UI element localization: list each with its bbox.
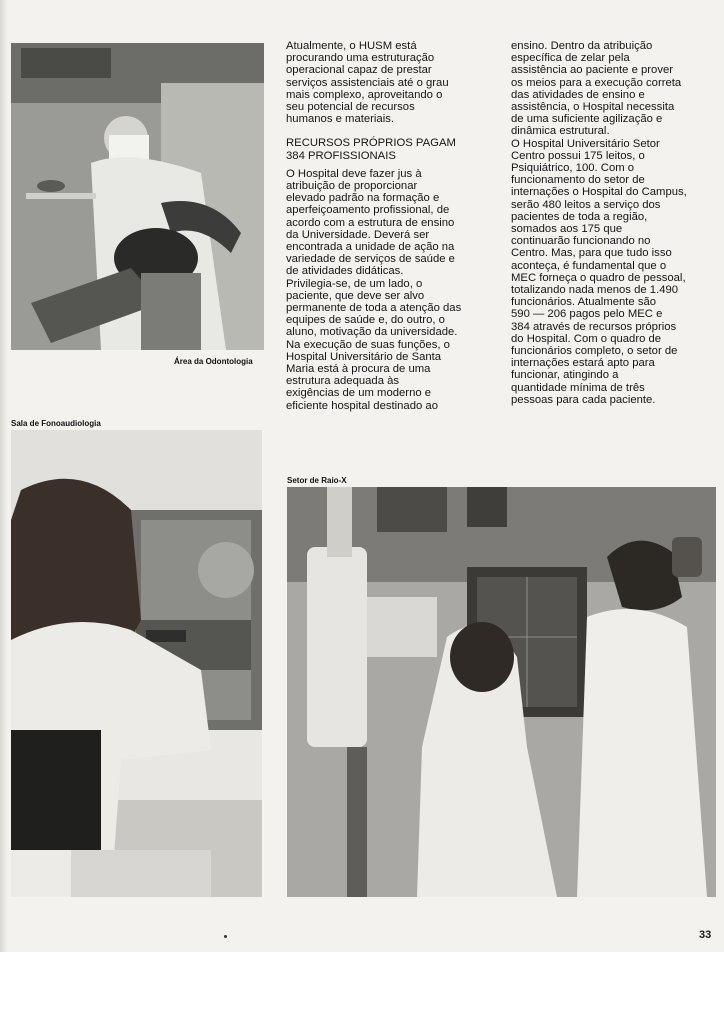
article-paragraph: ensino. Dentro da atribuição específica de zelar pela assistência ao paciente e prover os meios para a execução correta das atividades de ensino e assistência, o Hospital necessita de uma suficiente agilização e dinâmica estrutural. — [511, 40, 682, 138]
page-binding-shadow — [0, 0, 8, 952]
caption-dentistry: Área da Odontologia — [174, 357, 253, 366]
caption-speech-therapy: Sala de Fonoaudiologia — [11, 419, 101, 428]
page-number: 33 — [699, 929, 712, 941]
photo-xray — [287, 487, 716, 897]
article-column-right — [511, 40, 716, 406]
photo-dentistry — [11, 43, 264, 350]
article-paragraph: Atualmente, o HUSM está procurando uma estruturação operacional capaz de prestar serviços assistenciais até o grau mais complexo, aproveitando o seu potencial de recursos humanos e materiais. — [286, 40, 449, 126]
stray-mark — [224, 935, 227, 938]
article-paragraph: O Hospital Universitário Setor Centro possui 175 leitos, o Psiquiátrico, 100. Com o funcionamento do setor de internações o Hospital do Campus, serão 480 leitos a serviço dos pacientes de toda a região, somados aos 175 que continuarão funcionando no Centro. Mas, para que tudo isso aconteça, é fundamental que o MEC forneça o quadro de pessoal, totalizando nada menos de 1.490 funcionários. Atualmente são 590 — 206 pagos pelo MEC e 384 através de recursos próprios do Hospital. Com o quadro de funcionários completo, o setor de internações estará apto para funcionar, atingindo a quantidade mínima de três pessoas para cada paciente. — [511, 137, 687, 406]
section-heading: RECURSOS PRÓPRIOS PAGAM 384 PROFISSIONAIS — [286, 137, 456, 162]
caption-xray: Setor de Raio-X — [287, 476, 347, 485]
photo-speech-therapy — [11, 430, 262, 897]
article-column-middle — [286, 40, 496, 412]
article-paragraph: O Hospital deve fazer jus à atribuição de proporcionar elevado padrão na formação e aperfeiçoamento profissional, de acordo com a estrutura de ensino da Universidade. Deverá ser encontrada a unidade de ação na variedade de serviços de saúde e de atividades didáticas. Privilegia-se, de um lado, o paciente, que deve ser alvo permanente de toda a atenção das equipes de saúde e, do outro, o aluno, motivação da universidade. Na execução de suas funções, o Hospital Universitário de Santa Maria está à procura de uma estrutura adequada às exigências de um moderno e eficiente hospital destinado ao — [286, 167, 462, 412]
